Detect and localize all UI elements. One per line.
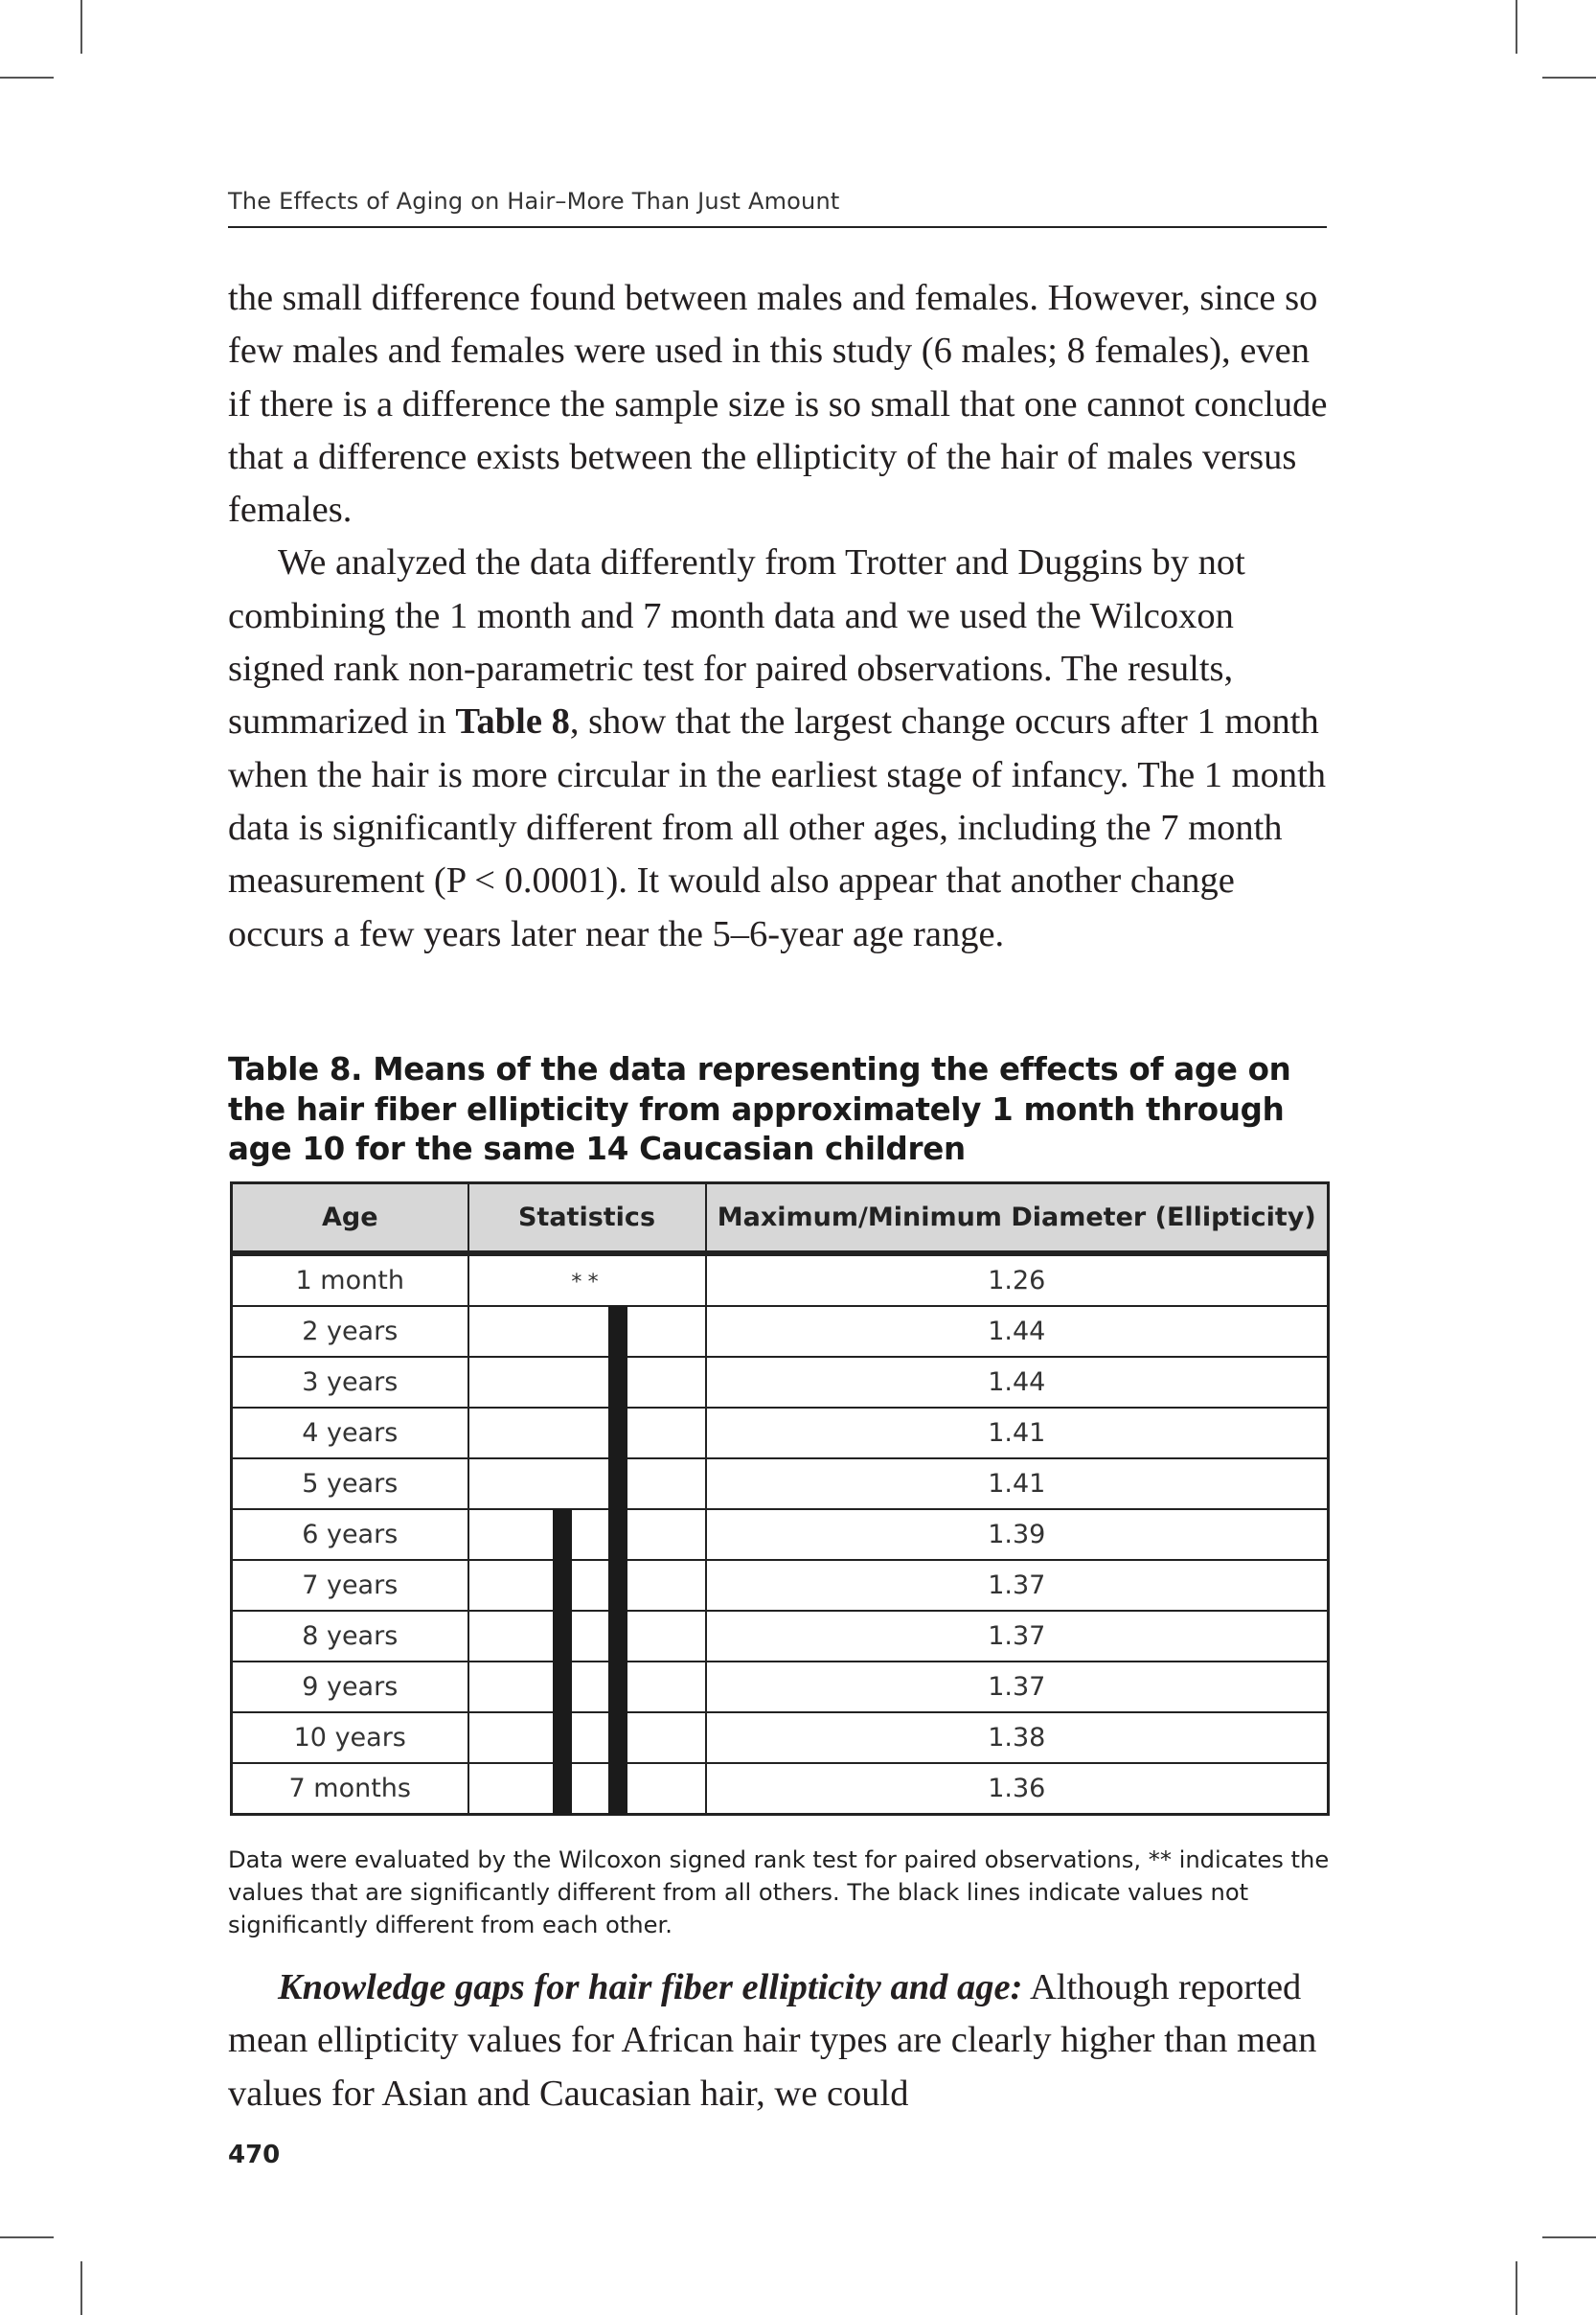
column-header-ellipticity: Maximum/Minimum Diameter (Ellipticity) [706, 1183, 1329, 1254]
statistics-cell [468, 1509, 706, 1560]
ellipticity-cell: 1.36 [706, 1763, 1329, 1815]
table-row [232, 1408, 1329, 1458]
nonsignificance-line-a [553, 1509, 572, 1561]
nonsignificance-line-b [608, 1306, 627, 1358]
age-cell: 5 years [232, 1458, 468, 1509]
nonsignificance-line-b [608, 1509, 627, 1561]
paragraph [228, 537, 1330, 960]
table-row [232, 1712, 1329, 1763]
table-caption: Table 8. Means of the data representing the effects of age on the hair fiber ellipticity from approximately 1 month through age 10 for the same 14 Caucasian children [228, 1051, 1291, 1167]
nonsignificance-line-a [553, 1712, 572, 1764]
significance-marker: ** [570, 1271, 604, 1295]
table-reference: Table 8 [455, 701, 570, 743]
crop-mark [0, 2236, 54, 2238]
paragraph-text: , show that the largest change occurs after 1 month when the hair is more circular in the earliest stage of infancy. The 1 month data is significantly different from all other ages, including the 7 month measurement (P < 0.0001). It would also appear that another change occurs a few years later near the 5–6-year age range. [228, 701, 1327, 954]
age-cell: 6 years [232, 1509, 468, 1560]
body-text-top [228, 272, 1330, 961]
paragraph [228, 1961, 1330, 2120]
paragraph-text: Although reported mean ellipticity values for African hair types are clearly higher than mean values for Asian and Caucasian hair, we could [228, 1967, 1317, 2114]
statistics-cell [468, 1458, 706, 1509]
statistics-cell [468, 1611, 706, 1662]
statistics-cell [468, 1306, 706, 1357]
statistics-cell [468, 1560, 706, 1611]
age-cell: 7 years [232, 1560, 468, 1611]
column-header-age: Age [232, 1183, 468, 1254]
ellipticity-cell: 1.26 [706, 1253, 1329, 1306]
table-row [232, 1662, 1329, 1712]
table-row [232, 1611, 1329, 1662]
nonsignificance-line-b [608, 1763, 627, 1815]
nonsignificance-line-a [553, 1763, 572, 1815]
nonsignificance-line-b [608, 1560, 627, 1612]
table-footnote: Data were evaluated by the Wilcoxon signed rank test for paired observations, ** indicates the values that are significantly different from all others. The black lines indicate values not significantly different from each other. [228, 1846, 1330, 1938]
table-row [232, 1560, 1329, 1611]
age-cell: 9 years [232, 1662, 468, 1712]
ellipticity-cell: 1.37 [706, 1662, 1329, 1712]
nonsignificance-line-a [553, 1662, 572, 1713]
nonsignificance-line-a [553, 1611, 572, 1662]
ellipticity-cell: 1.44 [706, 1357, 1329, 1408]
statistics-cell [468, 1408, 706, 1458]
age-cell: 3 years [232, 1357, 468, 1408]
crop-mark [0, 77, 54, 79]
ellipticity-cell: 1.41 [706, 1408, 1329, 1458]
age-cell: 2 years [232, 1306, 468, 1357]
crop-mark [80, 0, 82, 54]
age-cell: 1 month [232, 1253, 468, 1306]
age-cell: 4 years [232, 1408, 468, 1458]
paragraph: the small difference found between males and females. However, since so few males and females were used in this study (6 males; 8 females), even if there is a difference the sample size is so small that one cannot conclude that a difference exists between the ellipticity of the hair of males versus females. [228, 278, 1328, 531]
table-row [232, 1253, 1329, 1306]
crop-mark [1516, 2261, 1517, 2315]
age-cell: 10 years [232, 1712, 468, 1763]
nonsignificance-line-b [608, 1662, 627, 1713]
body-text-bottom [228, 1961, 1330, 2120]
column-header-statistics: Statistics [468, 1183, 706, 1254]
table-row [232, 1357, 1329, 1408]
table-row [232, 1458, 1329, 1509]
ellipticity-cell: 1.37 [706, 1611, 1329, 1662]
nonsignificance-line-b [608, 1408, 627, 1459]
age-cell: 7 months [232, 1763, 468, 1815]
section-lead: Knowledge gaps for hair fiber ellipticity and age: [278, 1967, 1023, 2007]
ellipticity-cell: 1.39 [706, 1509, 1329, 1560]
nonsignificance-line-b [608, 1712, 627, 1764]
ellipticity-cell: 1.41 [706, 1458, 1329, 1509]
ellipticity-cell: 1.44 [706, 1306, 1329, 1357]
paragraph-text: We analyzed the data differently from Trotter and Duggins by not combining the 1 month and 7 month data and we used the Wilcoxon signed rank non-parametric test for paired observations. The results, summarized in [228, 542, 1245, 743]
statistics-cell [468, 1662, 706, 1712]
ellipticity-cell: 1.38 [706, 1712, 1329, 1763]
running-header: The Effects of Aging on Hair–More Than Just Amount [228, 188, 840, 215]
header-rule [228, 226, 1327, 228]
nonsignificance-line-b [608, 1611, 627, 1662]
table-row [232, 1763, 1329, 1815]
statistics-cell [468, 1357, 706, 1408]
nonsignificance-line-b [608, 1357, 627, 1409]
crop-mark [1516, 0, 1517, 54]
statistics-cell [468, 1253, 706, 1306]
ellipticity-cell: 1.37 [706, 1560, 1329, 1611]
statistics-cell [468, 1712, 706, 1763]
age-cell: 8 years [232, 1611, 468, 1662]
crop-mark [80, 2261, 82, 2315]
nonsignificance-line-a [553, 1560, 572, 1612]
crop-mark [1542, 2236, 1596, 2238]
table-row [232, 1509, 1329, 1560]
table-header-row [232, 1183, 1329, 1254]
crop-mark [1542, 77, 1596, 79]
table-row [232, 1306, 1329, 1357]
nonsignificance-line-b [608, 1458, 627, 1510]
statistics-cell [468, 1763, 706, 1815]
page-number: 470 [228, 2141, 281, 2169]
ellipticity-table [230, 1181, 1330, 1816]
